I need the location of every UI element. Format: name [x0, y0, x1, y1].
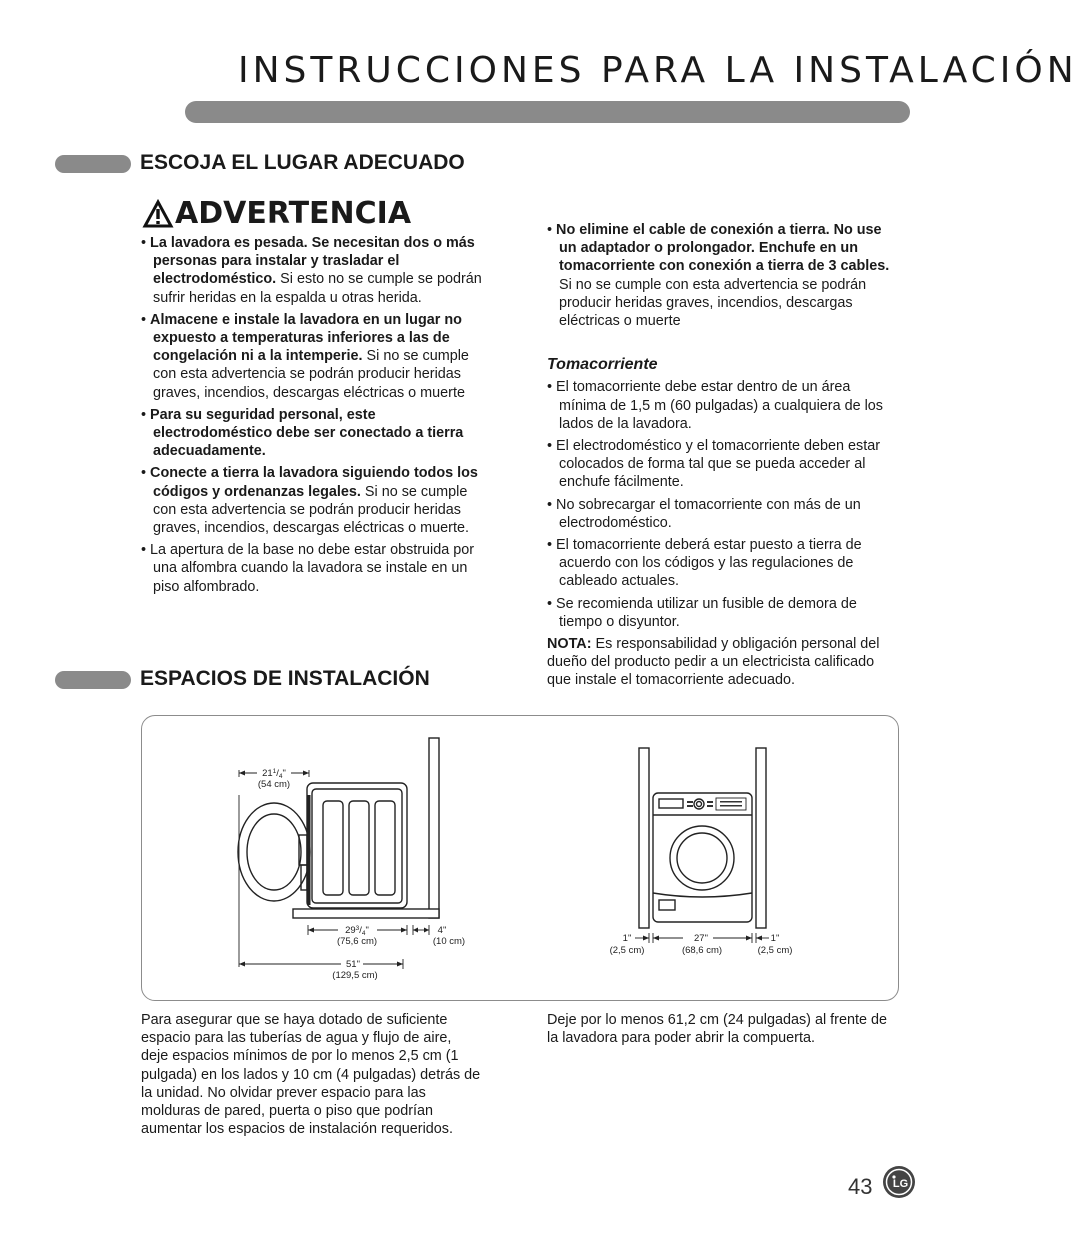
outlet-bullet: • El electrodoméstico y el tomacorriente deben estar colocados de forma tal que se pueda acceder al enchufe fácilmente. — [547, 438, 880, 491]
total-depth-label: 51" — [346, 959, 360, 970]
section-pill — [55, 155, 131, 173]
warning-bullet: • Almacene e instale la lavadora en un lugar no expuesto a temperaturas inferiores a las de congelación ni a la intemperie. Si no se cumple con esta advertencia se podrán producir heridas graves, incendios, descargas eléctricas o muerte — [141, 311, 469, 401]
page-number: 43 — [848, 1174, 873, 1199]
outlet-heading: Tomacorriente — [547, 356, 658, 374]
warning-bullet: • La apertura de la base no debe estar obstruida por una alfombra cuando la lavadora se instale en un piso alfombrado. — [141, 542, 475, 595]
left-clearance-label: 1" — [622, 933, 632, 944]
note-text: NOTA: Es responsabilidad y obligación personal del dueño del producto pedir a un electricista calificado que instale el tomacorriente adecuado. — [547, 636, 880, 689]
front-view-diagram — [639, 748, 766, 928]
title-bar — [185, 101, 910, 123]
warning-title — [143, 196, 411, 231]
outlet-bullet: • Se recomienda utilizar un fusible de demora de tiempo o disyuntor. — [547, 595, 857, 630]
clearance-paragraph-left: Para asegurar que se haya dotado de suficiente espacio para las tuberías de agua y flujo de aire, deje espacios mínimos de por lo menos 2,5 cm (1 pulgada) en los lados y 10 cm (4 pulgadas) detrás de la unidad. No olvidar prever espacio para las molduras de pared, puerta o piso que podrían aumentar los espacios de instalación requeridos. — [141, 1012, 481, 1138]
warning-left-column — [141, 234, 486, 600]
section-pill — [55, 671, 131, 689]
outlet-bullet: • No sobrecargar el tomacorriente con más de un electrodoméstico. — [547, 496, 861, 531]
right-clearance-label: 1" — [770, 933, 780, 944]
front-control-details — [687, 801, 742, 807]
width-cm: (68,6 cm) — [681, 945, 723, 956]
warning-bullet: • Para su seguridad personal, este electrodoméstico debe ser conectado a tierra adecuadamente. — [141, 406, 464, 460]
side-dimension-lines — [239, 770, 429, 969]
rear-clearance-label: 4" — [437, 925, 447, 936]
lg-logo-icon — [882, 1165, 916, 1199]
side-dimension-arrows — [239, 771, 429, 967]
total-depth-cm: (129,5 cm) — [332, 970, 378, 981]
front-dimension-labels — [610, 933, 793, 956]
depth-label: $29^3/_4$" — [345, 925, 369, 937]
section-heading-clearance: ESPACIOS DE INSTALACIÓN — [140, 667, 430, 690]
outlet-bullet: • El tomacorriente debe estar dentro de un área mínima de 1,5 m (60 pulgadas) a cualquiera de los lados de la lavadora. — [547, 379, 883, 432]
clearance-diagrams — [141, 715, 897, 999]
lg-logo-text: LG — [892, 1178, 909, 1190]
warning-title-text: ADVERTENCIA — [175, 196, 412, 231]
outlet-bullet: • El tomacorriente deberá estar puesto a tierra de acuerdo con los códigos y las regulaciones de cableado actuales. — [547, 537, 862, 590]
rear-clearance-cm: (10 cm) — [432, 936, 466, 947]
side-view-diagram — [238, 738, 439, 918]
left-clearance-cm: (2,5 cm) — [609, 945, 645, 956]
depth-cm: (75,6 cm) — [336, 936, 378, 947]
door-clearance-label: $21^1/_4$" — [262, 768, 286, 780]
warning-bullet: • La lavadora es pesada. Se necesitan dos o más personas para instalar y trasladar el electrodoméstico. Si esto no se cumple se podrán sufrir heridas en la espalda u otras herida. — [141, 235, 482, 306]
warning-bullet: • Conecte a tierra la lavadora siguiendo todos los códigos y ordenanzas legales. Si no se cumple con esta advertencia se podrán producir heridas graves, incendios, descargas eléctricas o muerte. — [141, 465, 478, 537]
warning-right-column — [547, 221, 897, 694]
door-clearance-cm: (54 cm) — [257, 779, 291, 790]
clearance-paragraph-right: Deje por lo menos 61,2 cm (24 pulgadas) al frente de la lavadora para poder abrir la compuerta. — [547, 1012, 887, 1047]
right-clearance-cm: (2,5 cm) — [757, 945, 793, 956]
section-heading-location: ESCOJA EL LUGAR ADECUADO — [140, 151, 465, 174]
warning-triangle-icon — [143, 200, 173, 228]
width-label: 27" — [694, 933, 708, 944]
page-title: INSTRUCCIONES PARA LA INSTALACIÓN — [238, 50, 1078, 91]
warning-bullet-grounding: • No elimine el cable de conexión a tierra. No use un adaptador o prolongador. Enchufe en un tomacorriente con conexión a tierra de 3 cables. Si no se cumple con esta advertencia se podrán producir heridas graves, incendios, descargas eléctricas o muerte — [547, 222, 890, 330]
